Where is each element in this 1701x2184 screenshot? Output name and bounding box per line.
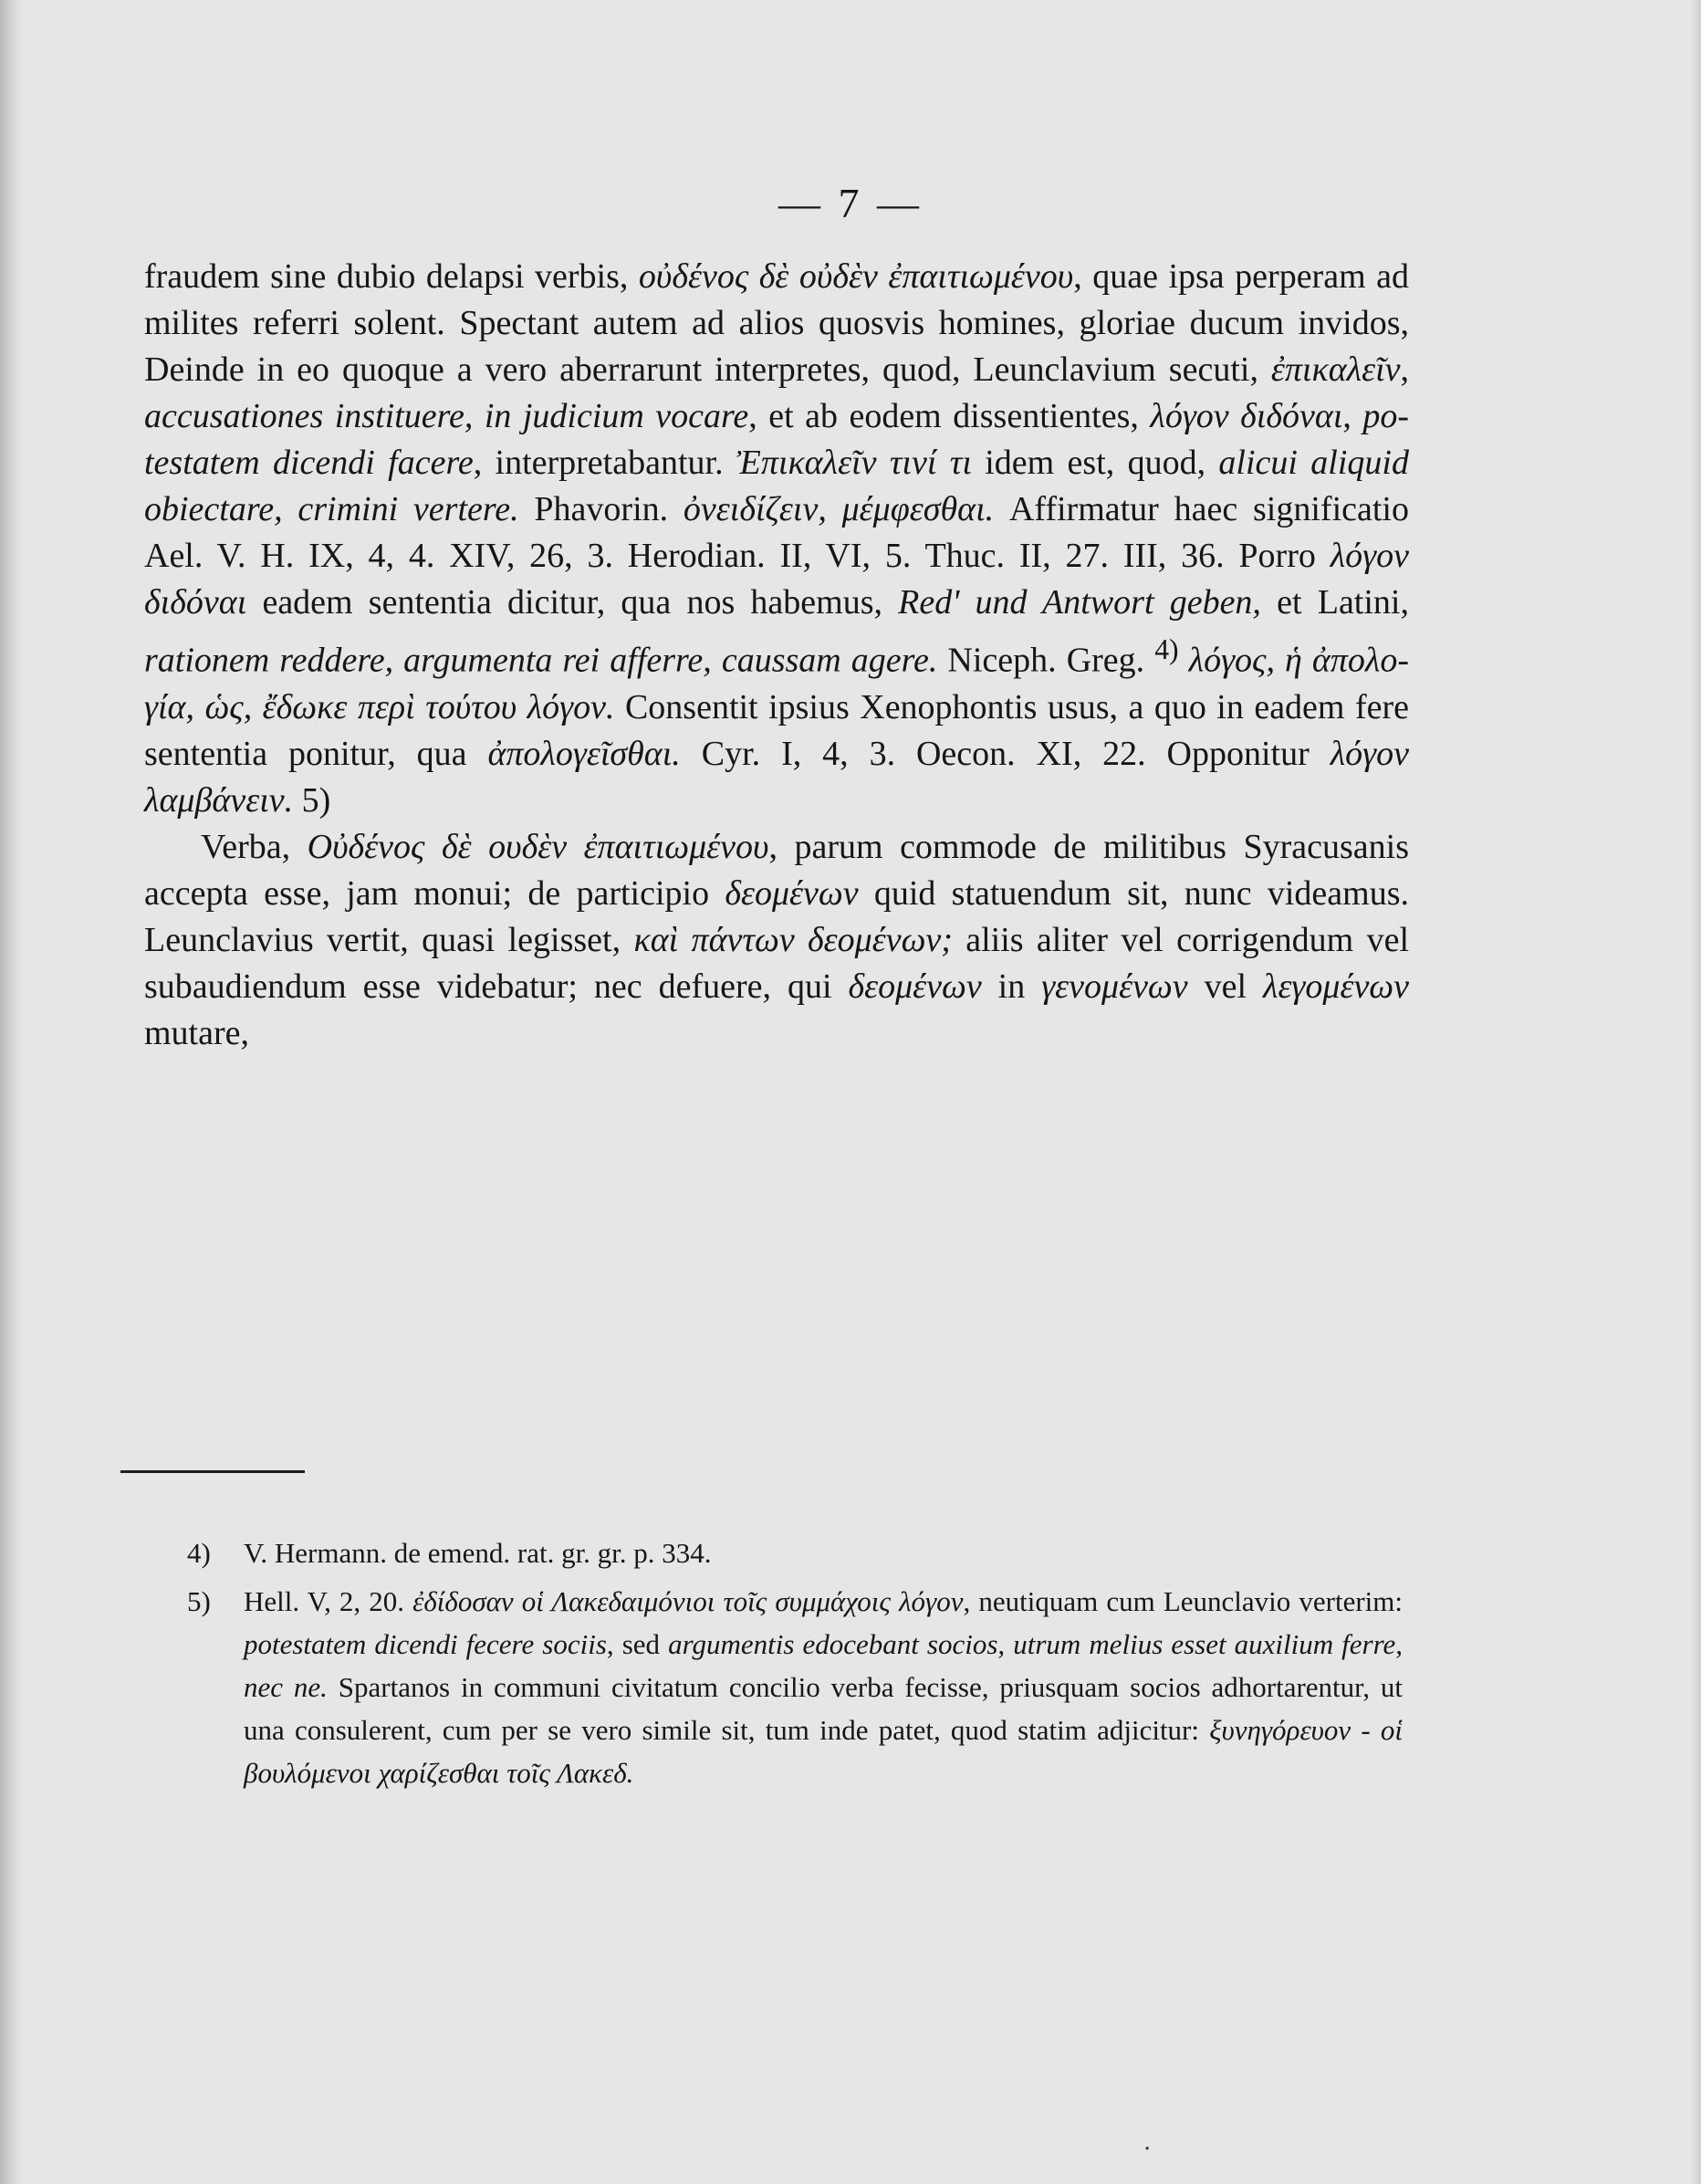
greek-phrase: ἐπικαλεῖν: [1270, 350, 1401, 389]
text-span: mutare,: [144, 1013, 250, 1052]
text-span: Hell. V, 2, 20.: [244, 1585, 413, 1617]
text-span: Consentit ipsius Xenophontis usus, a quo in eadem fere sententia ponitur, qua: [144, 687, 1409, 773]
footnotes: [187, 1531, 1403, 1794]
text-span: Spartanos in communi civitatum concilio verba fecisse, priusquam socios adhortarentur, ut una consulerent, cum per se vero simile sit, tum inde patet, quod statim adjicitur:: [244, 1671, 1403, 1746]
italic-gloss: argumentis edocebant socios, utrum melius esset auxilium ferre, nec ne.: [244, 1628, 1404, 1703]
footnote-separator: [120, 1470, 305, 1473]
text-span: , interpretabantur.: [473, 444, 736, 482]
text-span: quid statuendum sit, nunc videamus. Leunclavius vertit, quasi legisset,: [144, 873, 1409, 959]
greek-phrase: δεομένων: [725, 873, 859, 913]
text-span: vel: [1187, 967, 1263, 1006]
footnote-marker: 5): [187, 1585, 211, 1617]
page-edge-right: [1690, 0, 1701, 2184]
italic-gloss: potestatem dicendi facere: [144, 397, 1409, 482]
text-span: Affirmatur haec significatio Ael. V. H. IX, 4, 4. XIV, 26, 3. Herodian. II, VI, 5. Thuc. II, 27. III, 36. Porro: [144, 490, 1409, 575]
footnote-marker: 4): [187, 1537, 211, 1569]
text-span: et Latini,: [1260, 583, 1409, 622]
greek-phrase: καὶ πάντων δεομένων;: [633, 920, 953, 959]
greek-phrase: Ἐπικαλεῖν τινί τι: [736, 444, 972, 482]
page-number: — 7 —: [778, 180, 923, 226]
italic-gloss: potestatem dicendi fecere sociis: [244, 1628, 607, 1660]
ink-speck: ·: [1143, 2136, 1152, 2163]
text-span: Niceph. Greg.: [937, 641, 1155, 680]
greek-phrase: ἀπολογεῖσθαι.: [487, 734, 681, 773]
paragraph-1: [144, 254, 1409, 824]
greek-phrase: γενομένων: [1041, 967, 1188, 1006]
greek-phrase: ἐδίδοσαν οἱ Λακεδαιμόνιοι τοῖς συμμάχοις λόγον: [412, 1585, 964, 1617]
greek-phrase: ξυνηγόρευον - οἱ βουλόμενοι χαρίζεσθαι τοῖς Λακεδ.: [244, 1714, 1403, 1789]
text-span: aliis aliter vel corrigendum vel subaudiendum esse videbatur; nec defuere, qui: [144, 920, 1409, 1006]
italic-gloss: Red' und Antwort geben,: [898, 583, 1261, 622]
footnote-5: [187, 1580, 1403, 1794]
greek-phrase: λεγομένων: [1262, 967, 1409, 1006]
greek-phrase: λόγον διδόναι: [144, 537, 1409, 622]
text-span: eadem sententia dicitur, qua nos habemus,: [246, 583, 899, 622]
greek-phrase: λόγος, ἡ ἀπολογία, ὡς, ἔδωκε περὶ τούτου λόγον.: [144, 641, 1410, 726]
greek-phrase: δεομένων: [848, 967, 982, 1006]
text-span: , parum commode de militibus Syracusanis accepta esse, jam monui; de participio: [144, 827, 1409, 913]
text-span: ,: [1400, 350, 1409, 389]
greek-phrase: Οὐδένος δὲ ουδὲν ἐπαιτιωμένου: [307, 827, 769, 866]
text-span: in: [981, 967, 1042, 1006]
text-span: fraudem sine dubio delapsi verbis,: [144, 257, 639, 296]
text-span: , quae ipsa perperam ad milites referri solent. Spectant autem ad alios quosvis homines, gloriae ducum invidos, Deinde in eo quoque a vero aberrarunt interpretes, quod, Leunclavium secuti,: [144, 257, 1410, 389]
footnote-ref: 5): [293, 780, 331, 820]
text-span: [1179, 642, 1189, 680]
paragraph-2: [144, 824, 1409, 1057]
italic-gloss: rationem reddere, argumenta rei afferre, caussam agere.: [144, 641, 938, 680]
text-span: , sed: [606, 1628, 669, 1660]
footnote-text: [244, 1580, 1403, 1794]
footnote-text: V. Hermann. de emend. rat. gr. gr. p. 334.: [244, 1537, 712, 1569]
text-span: Cyr. I, 4, 3. Oecon. XI, 22. Opponitur: [680, 734, 1331, 773]
greek-phrase: λόγον λαμβάνειν.: [144, 734, 1409, 820]
main-text: [144, 254, 1409, 1057]
text-span: , et ab eodem dissentientes,: [748, 397, 1151, 435]
page-edge-shadow: [0, 0, 24, 2184]
footnote-4: [187, 1531, 1403, 1574]
text-span: Verba,: [201, 827, 308, 866]
text-span: Phavorin.: [518, 490, 684, 528]
text-span: idem est, quod,: [971, 444, 1219, 482]
text-span: ,: [1342, 397, 1363, 435]
text-span: , neutiquam cum Leunclavio verterim:: [963, 1585, 1403, 1617]
italic-gloss: alicui aliquid obiectare, crimini vertere.: [144, 444, 1409, 528]
italic-gloss: accusationes instituere, in judicium vocare: [144, 397, 749, 435]
footnote-ref: 4): [1154, 633, 1179, 665]
greek-phrase: οὐδένος δὲ οὐδὲν ἐπαιτιωμένου: [638, 257, 1074, 296]
greek-phrase: λόγον διδόναι: [1150, 397, 1343, 435]
greek-phrase: ὀνειδίζειν, μέμφεσθαι.: [683, 490, 995, 528]
